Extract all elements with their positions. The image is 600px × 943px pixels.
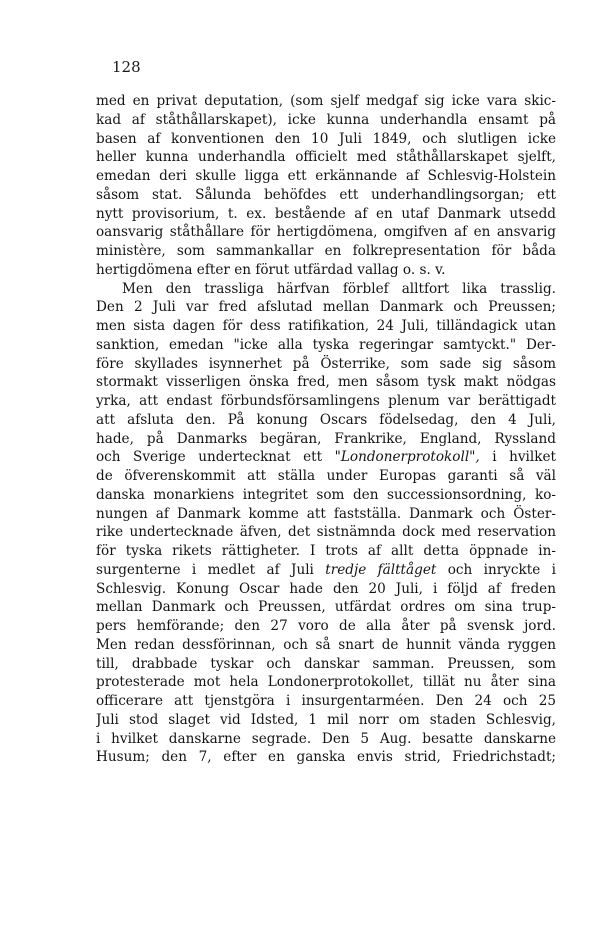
text-line: stormakt visserligen önska fred, men såsom tysk makt nödgas <box>96 374 556 391</box>
text-segment: surgenterne i medlet af Juli <box>96 561 314 578</box>
text-line: hertigdömena efter en förut utfärdad vallag o. s. v. <box>96 261 446 278</box>
text-line: Den 2 Juli var fred afslutad mellan Danmark och Preussen; <box>96 299 556 316</box>
text-line: för tyska rikets rättigheter. I trots af allt detta öppnade in- <box>96 543 556 559</box>
text-line: oansvarig ståthållare för hertigdömena, omgifven af en ansvarig <box>96 224 556 241</box>
text-line: de öfverenskommit att ställa under Europas garanti så väl <box>96 468 556 484</box>
text-line-mixed <box>96 448 556 467</box>
italic-campaign: tredje fälttåget <box>325 561 437 578</box>
text-line: Schlesvig. Konung Oscar hade den 20 Juli, i följd af freden <box>96 580 556 597</box>
italic-protocol-name: "Londonerprotokoll", <box>334 449 480 466</box>
text-line: heller kunna underhandla officielt med ståthållarskapet sjelft, <box>96 149 556 166</box>
text-line: yrka, att endast förbundsförsamlingens plenum var berättigadt <box>96 393 556 409</box>
text-line: i hvilket danskarne segrade. Den 5 Aug. besatte danskarne <box>96 730 556 747</box>
text-line: hade, på Danmarks begäran, Frankrike, England, Ryssland <box>96 430 556 447</box>
text-line: Men redan dessförinnan, och så snart de hunnit vända ryggen <box>96 636 556 653</box>
text-line: med en privat deputation, (som sjelf medgaf sig icke vara skic- <box>96 93 556 109</box>
text-line: nungen af Danmark komme att fastställa. Danmark och Öster- <box>96 505 556 522</box>
text-line: nytt provisorium, t. ex. bestående af en utaf Danmark utsedd <box>96 205 556 222</box>
text-line: danska monarkiens integritet som den successionsordning, ko- <box>96 486 556 503</box>
text-segment: och Sverige undertecknat ett <box>96 449 323 466</box>
text-line: att afsluta den. På konung Oscars födelsedag, den 4 Juli, <box>96 411 556 428</box>
text-segment: och inryckte i <box>447 561 556 578</box>
text-line: emedan deri skulle ligga ett erkännande af Schlesvig-Holstein <box>96 168 556 184</box>
paragraph-first-line: Men den trassliga härfvan förblef alltfort lika trasslig. <box>122 280 556 297</box>
text-line: basen af konventionen den 10 Juli 1849, och slutligen icke <box>96 130 556 147</box>
text-segment: i hvilket <box>492 449 556 466</box>
text-line: Husum; den 7, efter en ganska envis strid, Friedrichstadt; <box>96 749 556 766</box>
text-line: sanktion, emedan "icke alla tyska regeringar samtyckt." Der- <box>96 336 556 353</box>
text-line: mellan Danmark och Preussen, utfärdat ordres om sina trup- <box>96 599 556 616</box>
text-line: till, drabbade tyskar och danskar samman. Preussen, som <box>96 655 556 672</box>
body-text <box>96 92 556 767</box>
text-line-mixed <box>96 561 556 580</box>
text-line: kad af ståthållarskapet), icke kunna underhandla ensamt på <box>96 111 556 128</box>
text-line: ministère, som sammankallar en folkrepresentation för båda <box>96 243 556 259</box>
text-line: Juli stod slaget vid Idsted, 1 mil norr om staden Schlesvig, <box>96 711 556 728</box>
text-line: men sista dagen för dess ratifikation, 24 Juli, tilländagick utan <box>96 318 556 334</box>
text-line: pers hemförande; den 27 voro de alla åter på svensk jord. <box>96 618 556 634</box>
text-line: officerare att tjenstgöra i insurgentarméen. Den 24 och 25 <box>96 693 556 709</box>
page-number: 128 <box>112 58 141 76</box>
text-line: protesterade mot hela Londonerprotokollet, tillät nu åter sina <box>96 674 556 691</box>
text-line: såsom stat. Sålunda behöfdes ett underhandlingsorgan; ett <box>96 186 556 203</box>
text-line: före skyllades isynnerhet på Österrike, som sade sig såsom <box>96 355 556 372</box>
text-line: rike undertecknade äfven, det sistnämnda dock med reservation <box>96 524 556 541</box>
